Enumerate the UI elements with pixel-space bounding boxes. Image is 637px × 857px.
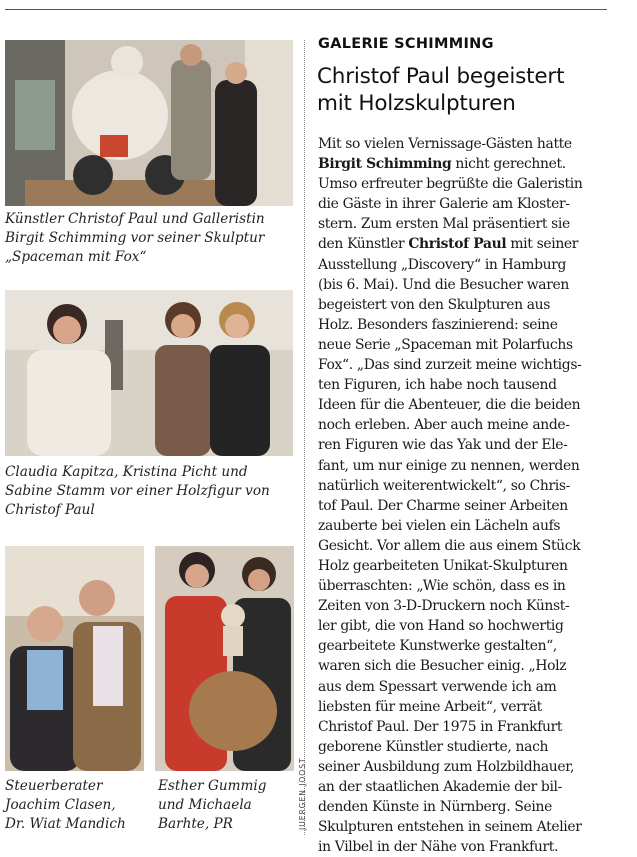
body-line: stern. Zum ersten Mal präsentiert sie: [318, 216, 570, 233]
body-line: waren sich die Besucher einig. „Holz: [318, 658, 567, 675]
body-line: ler gibt, die von Hand so hochwertig: [318, 618, 564, 635]
caption-photo-1: Künstler Christof Paul und Galleristin Birgit Schimming vor seiner Skulptur „Spaceman mit Fox“: [5, 211, 265, 265]
person-name: Christof Paul: [408, 236, 507, 253]
body-line: (bis 6. Mai). Und die Besucher waren: [318, 276, 569, 293]
body-line: neue Serie „Spaceman mit Polarfuchs: [318, 336, 573, 353]
body-line: zauberte bei vielen ein Lächeln aufs: [318, 517, 561, 534]
column-divider: [304, 40, 305, 835]
body-line: Fox“. „Das sind zurzeit meine wichtigs-: [318, 357, 582, 374]
body-line: tof Paul. Der Charme seiner Arbeiten: [318, 497, 568, 514]
body-line: Ideen für die Abenteuer, die die beiden: [318, 397, 581, 414]
body-line: denden Künste in Nürnberg. Seine: [318, 799, 552, 816]
body-line: ten Figuren, ich habe noch tausend: [318, 377, 557, 394]
person-name: Birgit Schimming: [318, 156, 452, 173]
photo-three-women: [5, 290, 293, 456]
body-line: Holz gearbeiteten Unikat-Skulpturen: [318, 557, 568, 574]
top-rule: [5, 9, 607, 10]
article-body: [318, 134, 618, 857]
caption-photo-2: Claudia Kapitza, Kristina Picht und Sabine Stamm vor einer Holzfigur von Christof Paul: [5, 464, 270, 518]
caption-photo-3: Steuerberater Joachim Clasen, Dr. Wiat Mandich: [5, 778, 126, 832]
body-line: fant, um nur einige zu nennen, werden: [318, 457, 580, 474]
body-line: Mit so vielen Vernissage-Gästen hatte: [318, 136, 572, 152]
body-line: aus dem Spessart verwende ich am: [318, 678, 557, 695]
body-line: Skulpturen entstehen in seinem Atelier: [318, 819, 582, 836]
body-line: Ausstellung „Discovery“ in Hamburg: [318, 256, 567, 273]
body-line: Birgit Schimming nicht gerechnet.: [318, 156, 566, 173]
article-headline: Christof Paul begeistert mit Holzskulpturen: [317, 64, 565, 116]
photo-spaceman-sculpture: [5, 40, 293, 206]
body-line: Christof Paul. Der 1975 in Frankfurt: [318, 718, 563, 735]
body-line: Zeiten von 3-D-Druckern noch Künst-: [318, 598, 570, 615]
body-line: natürlich weiterentwickelt“, so Chris-: [318, 477, 570, 494]
photo-credit: JUERGEN JOOST: [298, 757, 307, 830]
body-line: seiner Ausbildung zum Holzbildhauer,: [318, 758, 575, 775]
body-line: die Gäste in ihrer Galerie am Kloster-: [318, 196, 570, 213]
body-line: Gesicht. Vor allem die aus einem Stück: [318, 537, 581, 554]
body-line: an der staatlichen Akademie der bil-: [318, 779, 562, 795]
body-line: gearbeitete Kunstwerke gestalten“,: [318, 638, 557, 655]
body-line: ren Figuren wie das Yak und der Ele-: [318, 437, 568, 454]
body-line: begeistert von den Skulpturen aus: [318, 296, 551, 313]
body-line: den Künstler Christof Paul mit seiner: [318, 236, 579, 253]
body-line: überraschten: „Wie schön, dass es in: [318, 578, 566, 595]
body-line: Umso erfreuter begrüßte die Galeristin: [318, 176, 583, 193]
article-kicker: GALERIE SCHIMMING: [318, 36, 494, 52]
body-line: liebsten für meine Arbeit“, verrät: [318, 698, 542, 715]
body-line: geborene Künstler studierte, nach: [318, 738, 549, 755]
body-line: Holz. Besonders faszinierend: seine: [318, 316, 558, 333]
body-line: noch erleben. Aber auch meine ande-: [318, 417, 570, 434]
body-line: in Vilbel in der Nähe von Frankfurt.: [318, 839, 559, 856]
photo-two-men: [5, 546, 144, 771]
caption-photo-4: Esther Gummig und Michaela Barhte, PR: [158, 778, 267, 832]
photo-yak-sculpture: [155, 546, 294, 771]
